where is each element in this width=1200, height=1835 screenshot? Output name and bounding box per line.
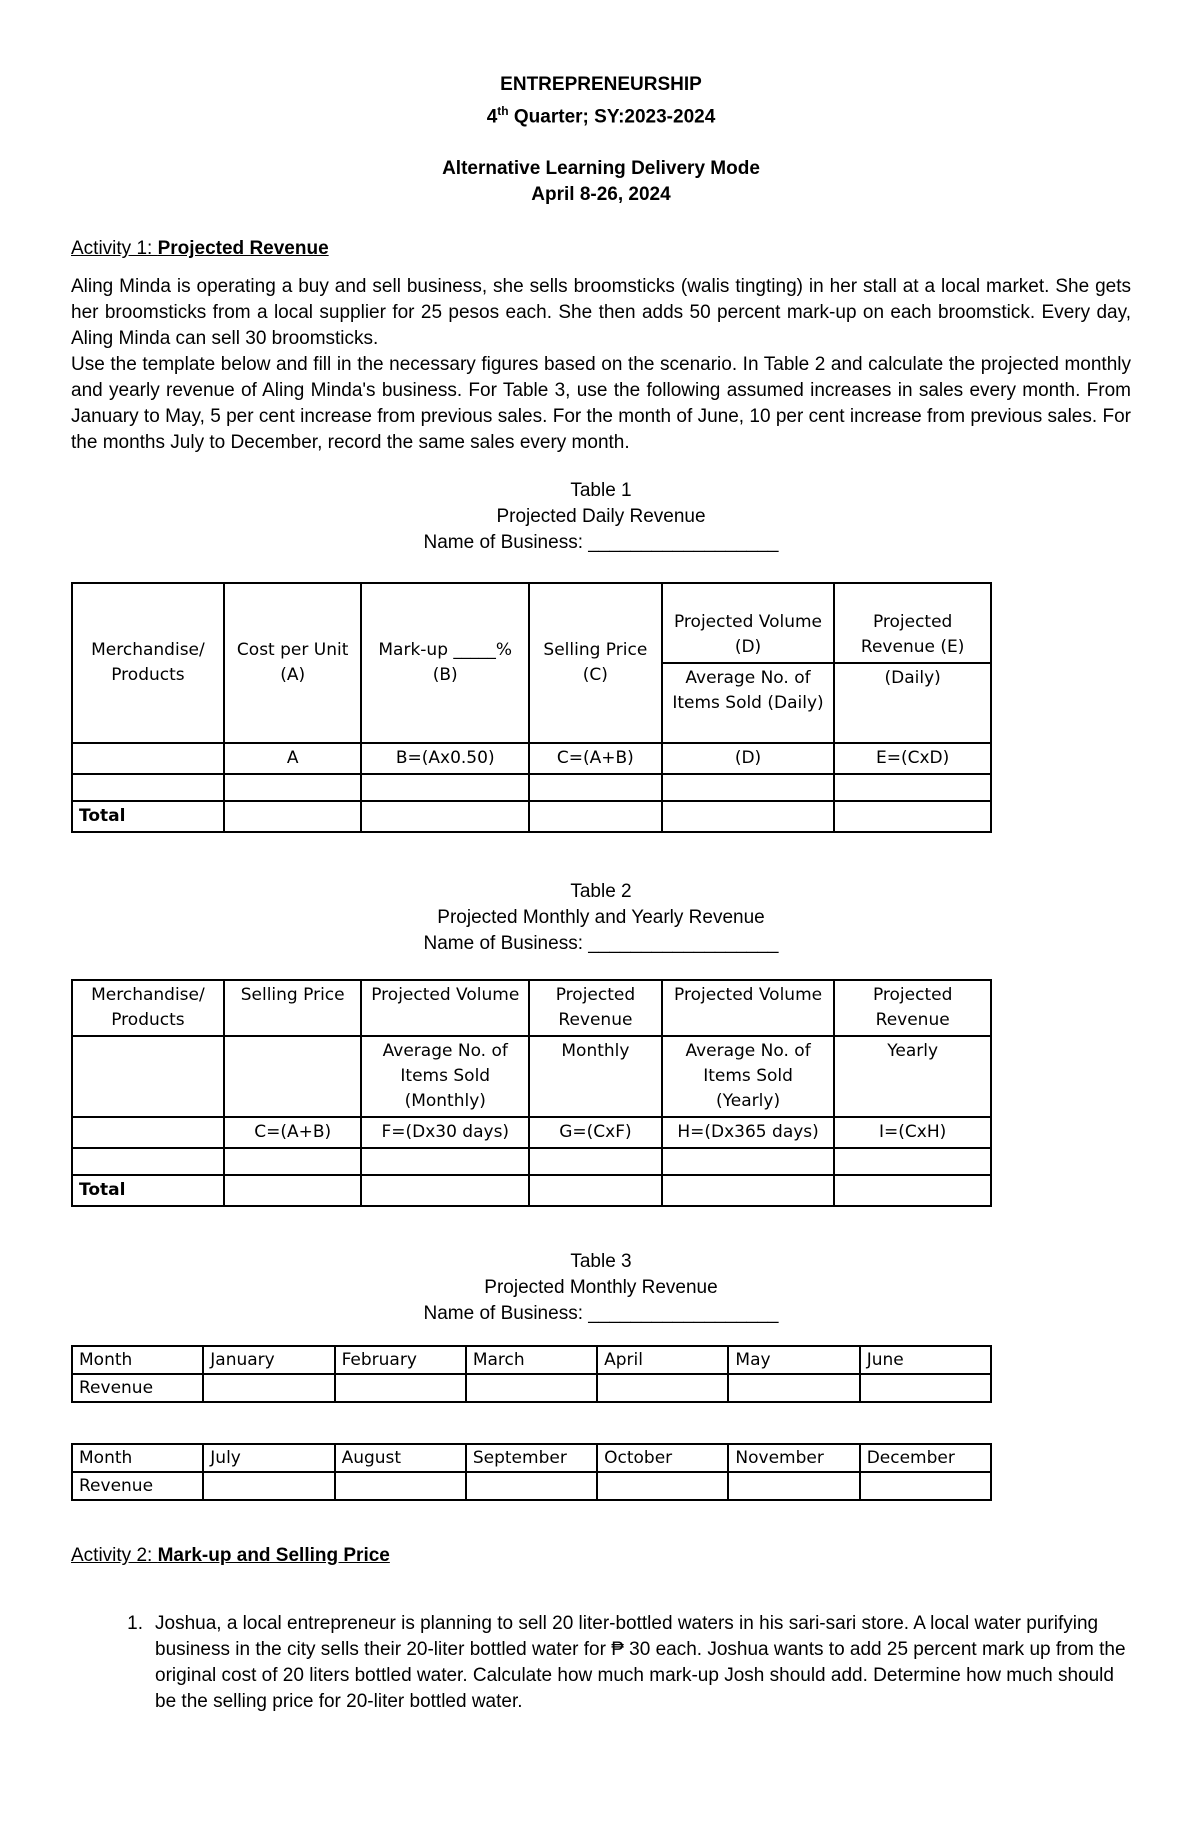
t2-s5: Yearly — [834, 1036, 991, 1117]
table2-caption: Table 2 Projected Monthly and Yearly Revenue Name of Business: __________________ — [423, 881, 779, 955]
t3a-month-4: May — [728, 1346, 859, 1374]
t1-f1: A — [224, 743, 362, 774]
t2-h0: Merchandise/ Products — [72, 980, 224, 1036]
t2-s4: Average No. of Items Sold (Yearly) — [662, 1036, 835, 1117]
doc-dates: April 8-26, 2024 — [531, 184, 671, 206]
t2-f1: C=(A+B) — [224, 1117, 362, 1148]
activity2-heading: Activity 2: Mark-up and Selling Price — [71, 1545, 390, 1567]
doc-subject: ENTREPRENEURSHIP — [500, 74, 702, 95]
activity1-para1: Aling Minda is operating a buy and sell business, she sells broomsticks (walis tingting) in her stall at a local market. She gets her broomsticks from a local supplier for 25 pesos each. She then adds 50 percent mark-up on each broomstick. Every day, Aling Minda can sell 30 broomsticks. — [71, 276, 1131, 350]
doc-quarter: 4th Quarter; SY:2023-2024 — [486, 104, 716, 128]
t2-h5: Projected Revenue — [834, 980, 991, 1036]
t2-s0 — [72, 1036, 224, 1117]
t2-f5: I=(CxH) — [834, 1117, 991, 1148]
t3a-revenue-label: Revenue — [72, 1374, 203, 1402]
table3-caption: Table 3 Projected Monthly Revenue Name of Business: __________________ — [423, 1251, 779, 1325]
doc-mode: Alternative Learning Delivery Mode — [442, 158, 760, 180]
t3a-month-1: February — [335, 1346, 466, 1374]
table1 — [71, 582, 992, 833]
item-text: Joshua, a local entrepreneur is planning to sell 20 liter-bottled waters in his sari-sari store. A local water purifying business in the city sells their 20-liter bottled water for ₱ 30 each. Joshua wants to add 25 percent mark up from the original cost of 20 liters bottled water. Calculate how much mark-up Josh should add. Determine how much should be the selling price for 20-liter bottled water. — [155, 1613, 1126, 1713]
t1-f4: (D) — [662, 743, 835, 774]
t1-h-vol-sub: Average No. of Items Sold (Daily) — [662, 663, 835, 743]
t1-h-rev-sub: (Daily) — [834, 663, 991, 743]
t1-h-vol: Projected Volume (D) — [662, 583, 835, 663]
t1-h-cost: Cost per Unit (A) — [224, 583, 362, 743]
t3b-month-2: September — [466, 1444, 597, 1472]
t1-f3: C=(A+B) — [529, 743, 662, 774]
t3a-month-3: April — [597, 1346, 728, 1374]
activity1-para2: Use the template below and fill in the necessary figures based on the scenario. In Table 2 and calculate the projected monthly and yearly revenue of Aling Minda's business. For Table 3, use the following assumed increases in sales every month. From January to May, 5 per cent increase from previous sales. For the month of June, 10 per cent increase from previous sales. For the months July to December, record the same sales every month. — [71, 354, 1131, 454]
t2-s3: Monthly — [529, 1036, 662, 1117]
t3b-month-label: Month — [72, 1444, 203, 1472]
t2-h2: Projected Volume — [361, 980, 529, 1036]
t1-h-rev: Projected Revenue (E) — [834, 583, 991, 663]
t2-s2: Average No. of Items Sold (Monthly) — [361, 1036, 529, 1117]
item-number: 1. — [127, 1613, 143, 1635]
t2-f4: H=(Dx365 days) — [662, 1117, 835, 1148]
t2-h3: Projected Revenue — [529, 980, 662, 1036]
t3a-month-5: June — [860, 1346, 991, 1374]
t2-total: Total — [72, 1175, 224, 1206]
t3a-month-2: March — [466, 1346, 597, 1374]
t1-h-markup: Mark-up _____% (B) — [361, 583, 529, 743]
t3a-month-0: January — [203, 1346, 334, 1374]
t2-f0 — [72, 1117, 224, 1148]
t3b-month-0: July — [203, 1444, 334, 1472]
table3-second-half — [71, 1443, 992, 1501]
t3b-month-5: December — [860, 1444, 991, 1472]
activity2-item-1 — [71, 1611, 1131, 1715]
table1-caption: Table 1 Projected Daily Revenue Name of Business: __________________ — [423, 480, 779, 554]
t3b-revenue-label: Revenue — [72, 1472, 203, 1500]
t2-h1: Selling Price — [224, 980, 362, 1036]
t2-f3: G=(CxF) — [529, 1117, 662, 1148]
document-page — [71, 0, 1131, 1715]
t1-total: Total — [72, 801, 224, 832]
t1-f0 — [72, 743, 224, 774]
t1-f5: E=(CxD) — [834, 743, 991, 774]
t3a-month-label: Month — [72, 1346, 203, 1374]
t2-f2: F=(Dx30 days) — [361, 1117, 529, 1148]
t3b-month-1: August — [335, 1444, 466, 1472]
t3b-month-3: October — [597, 1444, 728, 1472]
t2-h4: Projected Volume — [662, 980, 835, 1036]
t1-h-selling: Selling Price (C) — [529, 583, 662, 743]
t1-h-merch: Merchandise/ Products — [72, 583, 224, 743]
t2-s1 — [224, 1036, 362, 1117]
t1-f2: B=(Ax0.50) — [361, 743, 529, 774]
t3b-month-4: November — [728, 1444, 859, 1472]
table2 — [71, 979, 992, 1207]
table3-first-half — [71, 1345, 992, 1403]
activity1-heading: Activity 1: Projected Revenue — [71, 238, 329, 260]
